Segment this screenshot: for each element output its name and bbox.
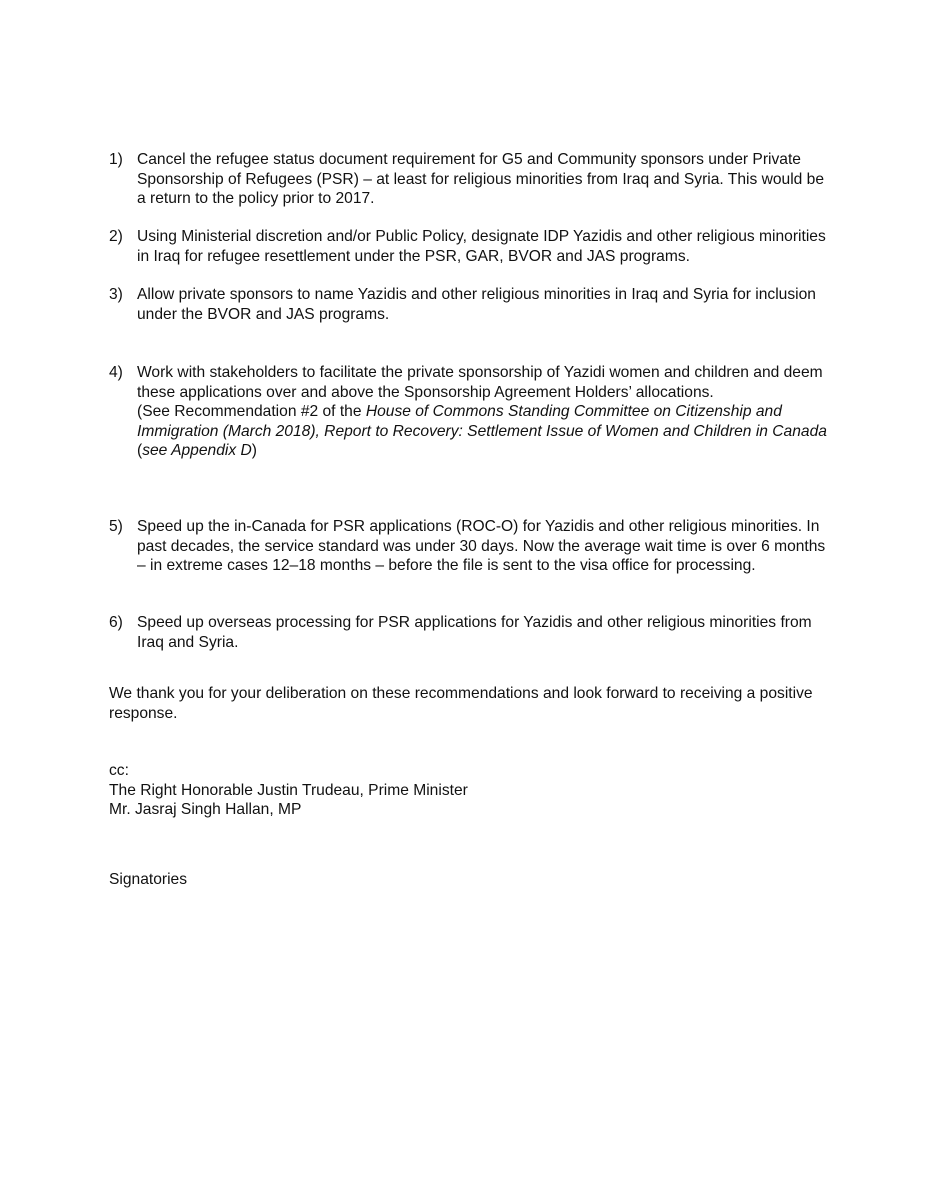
recommendation-text: Speed up the in-Canada for PSR applications (ROC-O) for Yazidis and other religious minorities. In past decades, the service standard was under 30 days. Now the average wait time is over 6 months – in extreme cases 12–18 months – before the file is sent to the visa office for processing. [137,518,826,574]
recommendation-3 [109,285,829,324]
recommendation-number: 1) [109,151,123,168]
recommendation-number: 6) [109,614,123,631]
recommendation-1 [109,150,829,209]
recommendation-number: 5) [109,518,123,535]
recommendation-text: Using Ministerial discretion and/or Public Policy, designate IDP Yazidis and other religious minorities in Iraq for refugee resettlement under the PSR, GAR, BVOR and JAS programs. [137,228,826,265]
recommendation-5 [109,517,829,576]
recommendation-number: 3) [109,286,123,303]
closing-paragraph [109,684,829,723]
cc-block [109,761,829,820]
recommendation-6 [109,613,829,652]
recommendation-number: 2) [109,228,123,245]
cc-line: Mr. Jasraj Singh Hallan, MP [109,801,302,818]
recommendation-number: 4) [109,364,123,381]
signatories-heading: Signatories [109,871,188,888]
recommendation-text: Speed up overseas processing for PSR applications for Yazidis and other religious minorities from Iraq and Syria. [137,614,812,651]
note-appendix: see Appendix D [142,442,252,459]
signatories-block [109,870,829,890]
note-committee-report: House of Commons Standing Committee on Citizenship and Immigration (March 2018), Report to Recovery: Settlement Issue of Women and Children in Canada [137,403,827,440]
recommendation-text: Work with stakeholders to facilitate the private sponsorship of Yazidi women and children and deem these applications over and above the Sponsorship Agreement Holders’ allocations. [137,364,823,401]
note-mid: ( [137,442,143,459]
recommendation-2 [109,227,829,266]
closing-text: We thank you for your deliberation on these recommendations and look forward to receiving a positive response. [109,685,813,722]
recommendation-text: Allow private sponsors to name Yazidis and other religious minorities in Iraq and Syria for inclusion under the BVOR and JAS programs. [137,286,816,323]
recommendation-4 [109,363,829,461]
note-prefix: (See Recommendation #2 of the [137,403,366,420]
cc-label: cc: [109,762,129,779]
note-suffix: ) [251,442,257,459]
cc-line: The Right Honorable Justin Trudeau, Prime Minister [109,781,468,799]
recommendation-note [137,402,829,461]
recommendation-text: Cancel the refugee status document requirement for G5 and Community sponsors under Private Sponsorship of Refugees (PSR) – at least for religious minorities from Iraq and Syria. This would be a return to the policy prior to 2017. [137,151,825,207]
